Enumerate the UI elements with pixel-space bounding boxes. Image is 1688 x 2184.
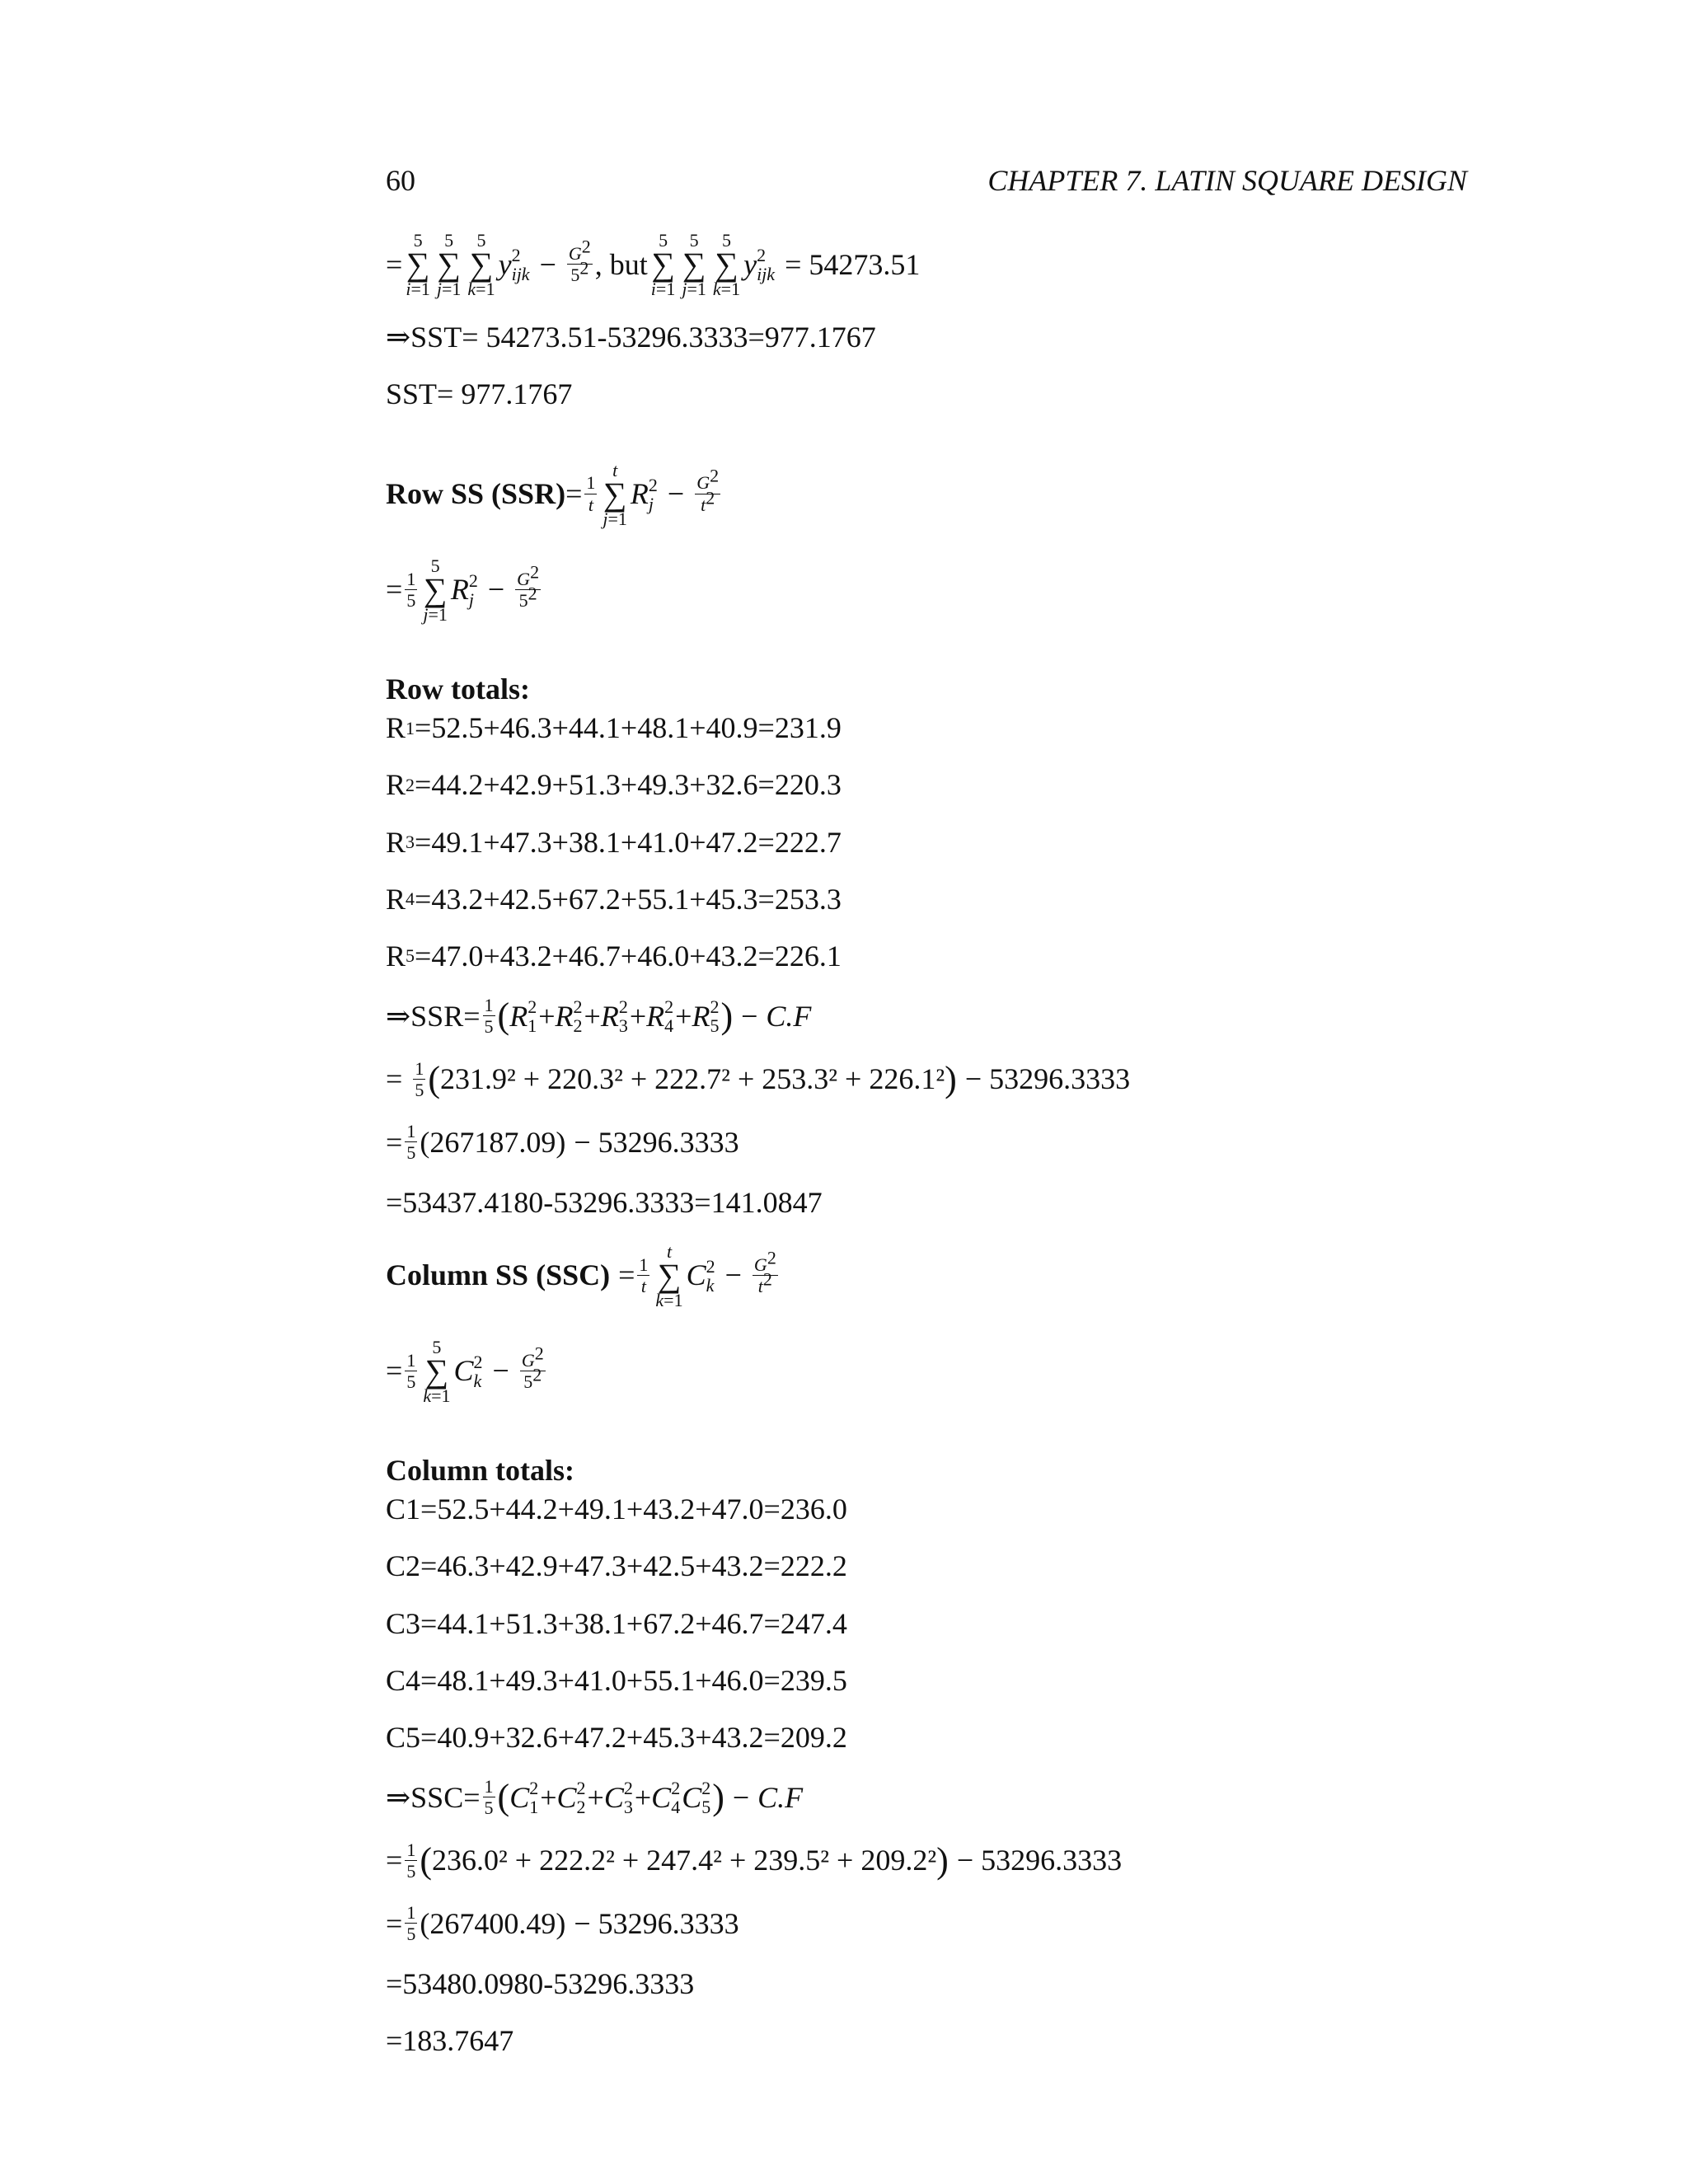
ssc-result-1: =53480.0980-53296.3333	[386, 1966, 695, 2000]
col-total-1: C1=52.5+44.2+49.1+43.2+47.0=236.0	[386, 1493, 847, 1526]
document-body	[386, 231, 1474, 2080]
ssc-result-2: =183.7647	[386, 2023, 514, 2057]
row-total-3: R 3 = 49.1+47.3+38.1+41.0+47.2=222.7	[386, 825, 842, 859]
sst-result: SST= 977.1767	[386, 377, 573, 411]
col-totals-heading: Column totals:	[386, 1454, 575, 1488]
ssc-values: = $\frac{1}{5}$ ( 236.0² + 222.2² + 247.4² + 239.5² + 209.2² ) − 53296.3333	[386, 1839, 1123, 1882]
sum-squares-value: = 54273.51	[785, 247, 921, 281]
sst-formula-line: = 5 ∑ i=1 5 ∑ j=1 5 ∑ k=1 y 2 ijk − $\frac{G^2}{5^2}$ , but 5 ∑ i=1 5 ∑ j=1 5 ∑ k=1 y 2 ijk = 54273.51	[386, 230, 921, 300]
row-totals-heading: Row totals:	[386, 672, 530, 705]
col-ss-formula-substituted: = $\frac{1}{5}$ 5 ∑ k=1 C 2 k − $\frac{G^2}{5^2}$	[386, 1336, 544, 1406]
row-ss-formula: Row SS (SSR) = $\frac{1}{t}$ t ∑ j=1 R 2 j − $\frac{G^2}{t^2}$	[386, 459, 720, 529]
g2-over-5sq: $\frac{G^2}{5^2}$	[568, 236, 591, 286]
sst-computation: ⇒SST= 54273.51-53296.3333=977.1767	[386, 321, 876, 354]
but-text: , but	[594, 247, 648, 281]
row-total-2: R 2 = 44.2+42.9+51.3+49.3+32.6=220.3	[386, 768, 842, 802]
ssc-sum: = $\frac{1}{5}$ ( 267400.49 ) − 53296.3333	[386, 1902, 739, 1945]
ssr-sum: = $\frac{1}{5}$ ( 267187.09 ) − 53296.3333	[386, 1121, 739, 1164]
row-total-1: R 1 = 52.5+46.3+44.1+48.1+40.9=231.9	[386, 711, 842, 745]
ssr-expansion: ⇒SSR= $\frac{1}{5}$ ( R 2 1 + R 2 2 + R 2 3 + R 2 4 + R 2 5 ) − C.F	[386, 995, 812, 1038]
summation-k: 5 ∑ k=1	[467, 230, 495, 300]
col-ss-formula: Column SS (SSC) = $\frac{1}{t}$ t ∑ k=1 C 2 k − $\frac{G^2}{t^2}$	[386, 1240, 776, 1310]
row-total-4: R 4 = 43.2+42.5+67.2+55.1+45.3=253.3	[386, 882, 842, 916]
col-total-5: C5=40.9+32.6+47.2+45.3+43.2=209.2	[386, 1721, 847, 1755]
ssr-result: =53437.4180-53296.3333=141.0847	[386, 1185, 823, 1219]
col-total-4: C4=48.1+49.3+41.0+55.1+46.0=239.5	[386, 1663, 847, 1697]
page-number: 60	[386, 164, 415, 197]
col-ss-heading: Column SS (SSC)	[386, 1258, 611, 1292]
row-ss-formula-substituted: = $\frac{1}{5}$ 5 ∑ j=1 R 2 j − $\frac{G^2}{5^2}$	[386, 555, 540, 625]
col-total-3: C3=44.1+51.3+38.1+67.2+46.7=247.4	[386, 1606, 847, 1640]
page-header	[386, 163, 1467, 198]
col-total-2: C2=46.3+42.9+47.3+42.5+43.2=222.2	[386, 1549, 847, 1583]
row-total-5: R 5 = 47.0+43.2+46.7+46.0+43.2=226.1	[386, 939, 842, 972]
ssc-expansion: ⇒SSC= $\frac{1}{5}$ ( C 2 1 + C 2 2 + C 2 3 + C 2 4 C 2 5 ) − C.F	[386, 1776, 804, 1819]
chapter-title: CHAPTER 7. LATIN SQUARE DESIGN	[987, 164, 1467, 197]
ssr-values: = $\frac{1}{5}$ ( 231.9² + 220.3² + 222.7² + 253.3² + 226.1² ) − 53296.3333	[386, 1057, 1131, 1100]
summation-i: 5 ∑ i=1	[406, 230, 430, 300]
row-ss-heading: Row SS (SSR)	[386, 477, 566, 511]
summation-j: 5 ∑ j=1	[436, 230, 462, 300]
